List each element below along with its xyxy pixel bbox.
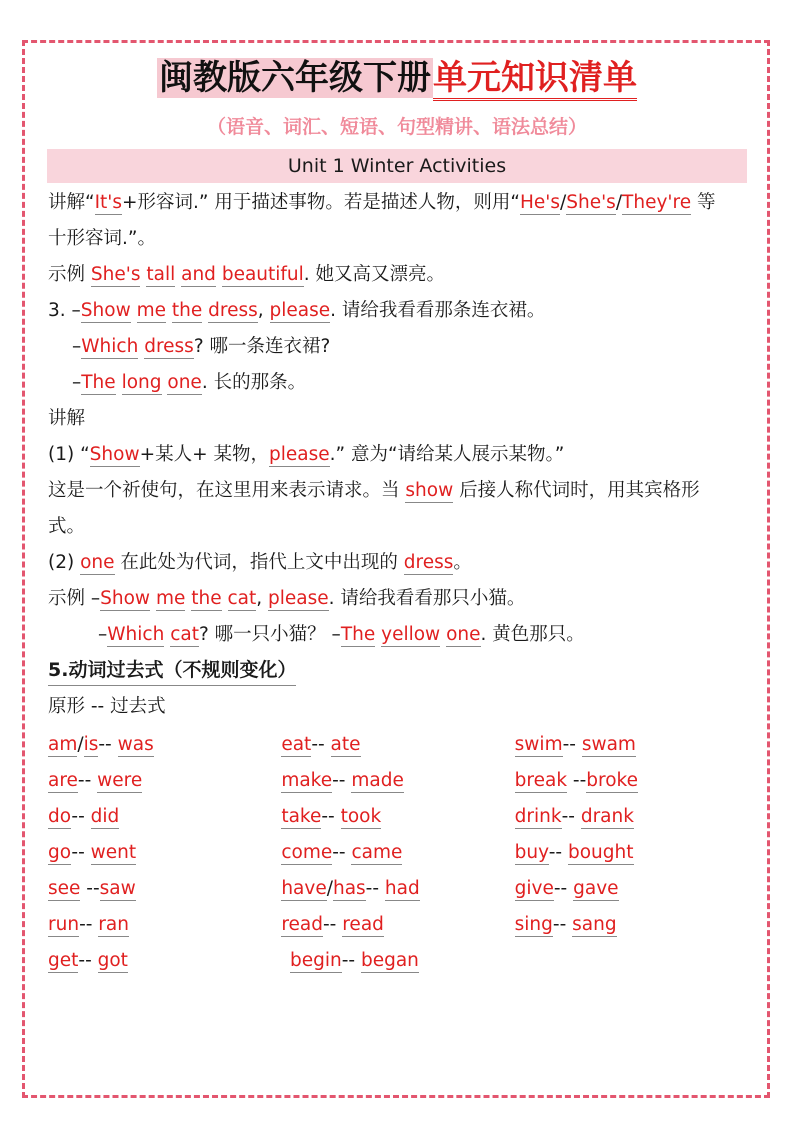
content-body [48,185,753,725]
verb-pair [515,727,748,763]
text: 讲解“ [48,192,95,213]
separator: -- [332,770,352,791]
section-heading-row [48,653,753,689]
keyword: please [268,444,330,465]
verb-pair [281,727,514,763]
text: . 黄色那只。 [480,624,585,645]
keyword: tall [146,264,176,285]
text: , [257,300,270,321]
keyword: She's [566,192,616,213]
separator: / [326,878,333,899]
keyword: the [191,588,222,609]
separator: -- [553,878,574,899]
verb-form: did [90,806,120,827]
verb-row [48,835,748,871]
verb-form: had [384,878,420,899]
paragraph [48,473,753,509]
verb-pair [48,943,290,979]
keyword: The [340,624,376,645]
verb-form: made [351,770,404,791]
text: ? 哪一只小猫？ – [198,624,341,645]
verb-row [48,943,748,979]
text: 示例 [48,264,91,285]
verb-form: are [48,770,78,791]
verb-row [48,871,748,907]
paragraph: 讲解 [48,408,86,429]
example-line [48,617,753,653]
paragraph [48,437,753,473]
text: – [72,372,82,393]
text: . 请给我看看那只小猫。 [328,588,526,609]
verb-form: bought [567,842,634,863]
legend-line: 原形 -- 过去式 [48,696,166,717]
verb-pair [515,835,748,871]
keyword: cat [227,588,257,609]
verb-form: begin [290,950,342,971]
sentence-line [48,293,753,329]
text: 在此处为代词，指代上文中出现的 [114,552,404,573]
text: 示例 – [48,588,101,609]
sentence-line [48,329,753,365]
separator: -- [71,806,91,827]
text: 后接人称代词时，用其宾格形 [453,480,700,501]
verb-pair [281,907,514,943]
separator: -- [548,842,568,863]
text: +某人+ 某物， [139,444,269,465]
example-line [48,257,753,293]
verb-form: give [514,878,554,899]
separator: -- [332,842,352,863]
separator: / [77,734,84,755]
keyword: beautiful [221,264,304,285]
separator: -- [80,878,100,899]
verb-pair [48,907,281,943]
text: (1) “ [48,444,90,465]
text: +形容词.” 用于描述事物。若是描述人物，则用“ [122,192,520,213]
verb-pair [281,763,514,799]
paragraph: 式。 [48,516,86,537]
keyword: me [155,588,186,609]
title-highlighted-part: 闽教版六年级下册 [159,58,431,98]
separator: -- [567,770,587,791]
verb-form: come [281,842,333,863]
verb-form: have [281,878,327,899]
separator: -- [79,914,99,935]
verb-row [48,799,748,835]
verb-pair [48,799,281,835]
verb-form: get [48,950,79,971]
separator: -- [77,770,98,791]
example-line [48,581,753,617]
verb-pair [48,727,281,763]
verb-form: came [351,842,403,863]
text: – [98,624,108,645]
verb-pair [515,907,748,943]
keyword: one [80,552,115,573]
verb-pair [290,943,532,979]
keyword: one [167,372,202,393]
separator: -- [323,914,343,935]
text: 。 [453,552,472,573]
separator: -- [562,734,582,755]
keyword: the [171,300,203,321]
page-subtitle: （语音、词汇、短语、句型精讲、语法总结） [206,116,587,138]
verb-form: got [97,950,128,971]
verb-form: ran [98,914,129,935]
keyword: It's [94,192,123,213]
sentence-line [48,365,753,401]
separator: -- [341,950,361,971]
verb-pair [515,871,748,907]
keyword: The [81,372,116,393]
keyword: one [446,624,481,645]
verb-form: has [332,878,366,899]
separator: -- [552,914,573,935]
keyword: dress [144,336,194,357]
verb-form: buy [514,842,549,863]
keyword: She's [90,264,141,285]
text: 等 [691,192,716,213]
separator: -- [365,878,385,899]
verb-pair [515,799,748,835]
keyword: dress [208,300,258,321]
verb-form: run [48,914,80,935]
text: , [256,588,269,609]
text: . 长的那条。 [201,372,307,393]
verb-form: were [97,770,143,791]
text: . 请给我看看那条连衣裙。 [330,300,546,321]
verb-pair [281,835,514,871]
verb-form: sing [514,914,553,935]
verb-table [48,727,748,979]
keyword: me [136,300,167,321]
page-title [0,52,794,104]
verb-form: do [48,806,72,827]
verb-form: went [90,842,137,863]
verb-pair [281,799,514,835]
verb-form: swim [514,734,563,755]
text: – [72,336,82,357]
keyword: dress [403,552,454,573]
verb-form: was [117,734,154,755]
text: / [560,192,567,213]
text: .” 意为“请给某人展示某物。” [329,444,565,465]
verb-form: read [281,914,323,935]
title-red-part: 单元知识清单 [433,58,637,101]
separator: -- [78,950,98,971]
verb-form: saw [99,878,136,899]
keyword: Show [80,300,131,321]
verb-form: gave [573,878,619,899]
verb-pair [48,763,281,799]
verb-row [48,763,748,799]
keyword: cat [170,624,199,645]
paragraph: 十形容词.”。 [48,228,156,249]
verb-form: sang [572,914,617,935]
text: (2) [48,552,81,573]
keyword: He's [519,192,560,213]
verb-pair [281,871,514,907]
verb-form: make [281,770,333,791]
keyword: Show [89,444,140,465]
verb-form: see [48,878,81,899]
verb-form: swam [581,734,636,755]
text: 3. – [48,300,81,321]
keyword: long [121,372,162,393]
keyword: please [269,300,331,321]
text: 这是一个祈使句，在这里用来表示请求。当 [48,480,406,501]
verb-row [48,727,748,763]
verb-pair [48,835,281,871]
verb-form: drink [514,806,562,827]
verb-form: take [281,806,322,827]
separator: -- [71,842,91,863]
separator: -- [98,734,118,755]
verb-form: began [360,950,419,971]
verb-form: took [340,806,382,827]
paragraph [48,545,753,581]
keyword: Which [81,336,139,357]
verb-form: ate [330,734,361,755]
keyword: yellow [381,624,441,645]
verb-form: broke [586,770,638,791]
verb-row [48,907,748,943]
text: ? 哪一条连衣裙? [193,336,331,357]
separator: -- [561,806,581,827]
verb-pair [48,871,281,907]
verb-form: am [48,734,78,755]
verb-form: drank [580,806,634,827]
verb-form: go [48,842,72,863]
verb-form: eat [281,734,312,755]
separator: -- [321,806,341,827]
keyword: show [405,480,454,501]
verb-form: break [514,770,568,791]
separator: -- [311,734,331,755]
verb-form: is [83,734,99,755]
unit-heading: Unit 1 Winter Activities [47,149,747,183]
section-heading: 5.动词过去式（不规则变化） [48,655,296,686]
keyword: Which [107,624,165,645]
paragraph [48,185,753,221]
keyword: and [181,264,216,285]
verb-form: read [342,914,384,935]
keyword: They're [622,192,692,213]
verb-pair [515,763,748,799]
keyword: Show [100,588,151,609]
text: / [615,192,623,213]
keyword: please [268,588,329,609]
text: . 她又高又漂亮。 [303,264,446,285]
